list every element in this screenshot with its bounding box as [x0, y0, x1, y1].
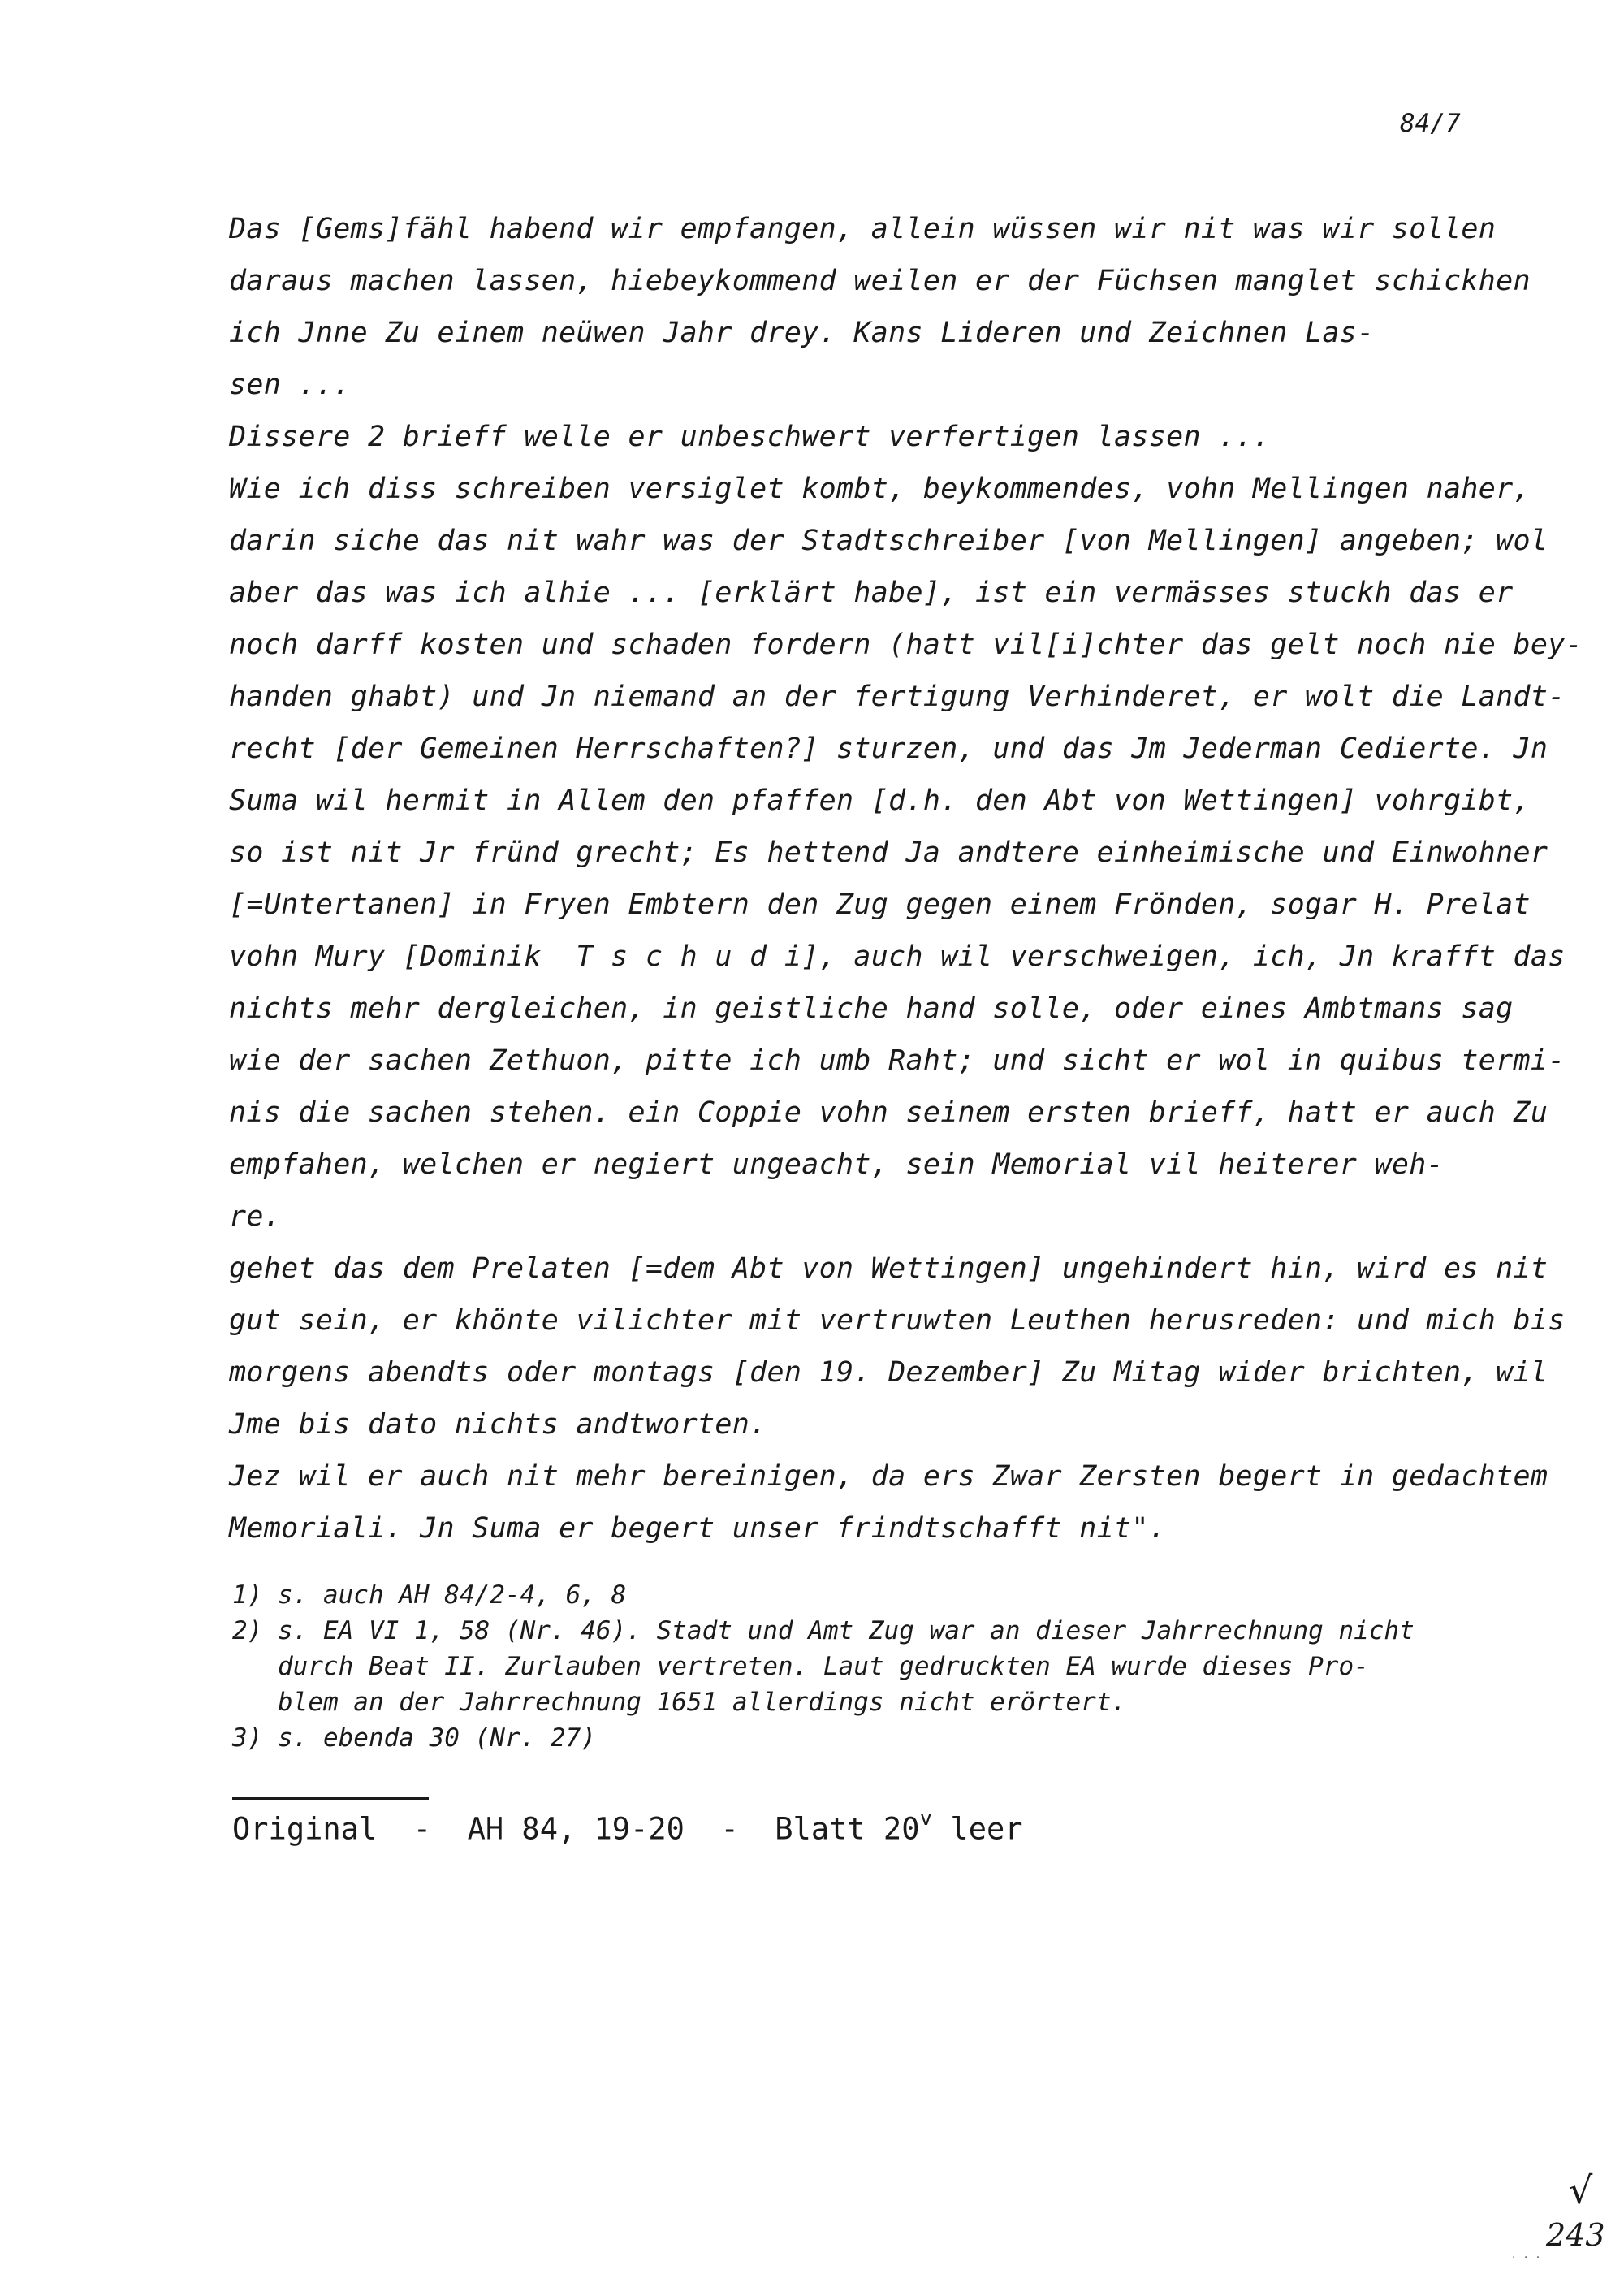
- text-line: darin siche das nit wahr was der Stadtschreiber [von Mellingen] angeben; wol: [229, 525, 1548, 557]
- footnote-line: durch Beat II. Zurlauben vertreten. Laut gedruckten EA wurde dieses Pro-: [232, 1652, 1369, 1681]
- archive-check-mark: √: [1569, 2168, 1593, 2212]
- text-line: aber das was ich alhie ... [erklärt habe], ist ein vermässes stuckh das er: [229, 577, 1514, 609]
- text-line: Dissere 2 brieff welle er unbeschwert verfertigen lassen ...: [229, 421, 1271, 453]
- text-line: Jez wil er auch nit mehr bereinigen, da ers Zwar Zersten begert in gedachtem: [229, 1460, 1548, 1493]
- footnotes: [232, 1577, 1415, 1756]
- text-line: ich Jnne Zu einem neüwen Jahr drey. Kans Lideren und Zeichnen Las-: [229, 317, 1375, 349]
- text-line: noch darff kosten und schaden fordern (hatt vil[i]chter das gelt noch nie bey-: [229, 629, 1583, 661]
- text-line: Memoriali. Jn Suma er begert unser frindtschafft nit".: [229, 1512, 1167, 1545]
- text-line: recht [der Gemeinen Herrschaften?] sturzen, und das Jm Jederman Cedierte. Jn: [229, 733, 1548, 765]
- text-line: empfahen, welchen er negiert ungeacht, sein Memorial vil heiterer weh-: [229, 1148, 1445, 1181]
- source-prefix: Original - AH 84, 19-20 - Blatt 20: [232, 1811, 920, 1847]
- text-line: Jme bis dato nichts andtworten.: [229, 1408, 767, 1441]
- margin-specks: · · ·: [1512, 2251, 1543, 2264]
- source-divider: [232, 1797, 429, 1800]
- text-line: morgens abendts oder montags [den 19. Dezember] Zu Mitag wider brichten, wil: [229, 1356, 1548, 1389]
- text-line: nichts mehr dergleichen, in geistliche hand solle, oder eines Ambtmans sag: [229, 992, 1514, 1025]
- footnote-line: blem an der Jahrrechnung 1651 allerdings nicht erörtert.: [232, 1688, 1127, 1717]
- text-line: gehet das dem Prelaten [=dem Abt von Wettingen] ungehindert hin, wird es nit: [229, 1252, 1548, 1285]
- text-line: sen ...: [229, 369, 351, 401]
- footnote-line: 3) s. ebenda 30 (Nr. 27): [232, 1723, 596, 1753]
- text-line: [=Untertanen] in Fryen Embtern den Zug gegen einem Frönden, sogar H. Prelat: [229, 888, 1531, 921]
- text-line: handen ghabt) und Jn niemand an der fertigung Verhinderet, er wolt die Landt-: [229, 681, 1566, 713]
- text-line: re.: [229, 1200, 282, 1233]
- text-line: gut sein, er khönte vilichter mit vertruwten Leuthen herusreden: und mich bis: [229, 1304, 1566, 1337]
- transcription-body: [229, 203, 1583, 1554]
- text-line: wie der sachen Zethuon, pitte ich umb Raht; und sicht er wol in quibus termi-: [229, 1044, 1566, 1077]
- source-superscript: v: [919, 1806, 933, 1831]
- text-line: so ist nit Jr fründ grecht; Es hettend Ja andtere einheimische und Einwohner: [229, 837, 1548, 869]
- text-line: Suma wil hermit in Allem den pfaffen [d.h. den Abt von Wettingen] vohrgibt,: [229, 785, 1531, 817]
- source-suffix: leer: [932, 1811, 1023, 1847]
- text-line: nis die sachen stehen. ein Coppie vohn seinem ersten brieff, hatt er auch Zu: [229, 1096, 1548, 1129]
- footnote-line: 2) s. EA VI 1, 58 (Nr. 46). Stadt und Amt Zug war an dieser Jahrrechnung nicht: [232, 1616, 1415, 1645]
- page-number: 84/7: [1400, 109, 1461, 138]
- text-line: Das [Gems]fähl habend wir empfangen, allein wüssen wir nit was wir sollen: [229, 213, 1497, 245]
- text-line: vohn Mury [Dominik T s c h u d i], auch wil verschweigen, ich, Jn krafft das: [229, 940, 1566, 973]
- footnote-line: 1) s. auch AH 84/2-4, 6, 8: [232, 1580, 627, 1610]
- text-line: daraus machen lassen, hiebeykommend weilen er der Füchsen manglet schickhen: [229, 265, 1531, 297]
- text-line: Wie ich diss schreiben versiglet kombt, beykommendes, vohn Mellingen naher,: [229, 473, 1531, 505]
- archive-folio-number: 243: [1546, 2217, 1605, 2253]
- source-reference: [232, 1806, 1023, 1847]
